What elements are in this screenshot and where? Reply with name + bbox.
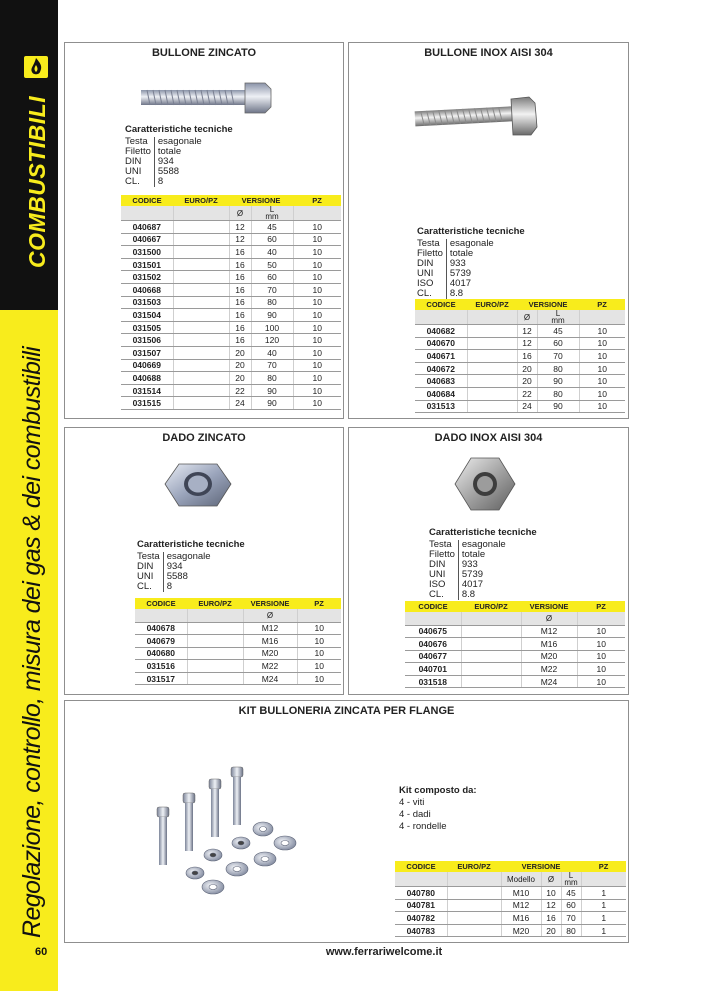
table-row: 040679 M16 10: [135, 635, 341, 648]
bolt-inox-image: [411, 95, 543, 139]
table-row: 031514 22 90 10: [121, 384, 341, 397]
col-codice: CODICE: [415, 299, 467, 310]
spec-key: CL.: [125, 176, 140, 187]
spec-value: 933: [446, 259, 496, 269]
kit-composition: [399, 785, 477, 833]
spec-key: Testa: [429, 539, 452, 550]
table-row: 031506 16 120 10: [121, 334, 341, 347]
col-diameter: Ø: [541, 872, 561, 887]
col-pz: PZ: [581, 861, 626, 872]
table-row: 040684 22 80 10: [415, 387, 625, 400]
specs-bullone-inox: [417, 227, 525, 299]
table-row: 031515 24 90 10: [121, 397, 341, 410]
col-versione: VERSIONE: [517, 299, 579, 310]
spec-key: DIN: [125, 156, 142, 167]
panel-kit-flange: [64, 700, 629, 943]
spec-value: 8: [154, 177, 204, 187]
spec-key: UNI: [137, 571, 154, 582]
table-row: 040668 16 70 10: [121, 283, 341, 296]
table-row: 040688 20 80 10: [121, 372, 341, 385]
panel-bullone-zincato: [64, 42, 344, 419]
table-row: 031505 16 100 10: [121, 321, 341, 334]
spec-value: 4017: [458, 580, 508, 590]
spec-value: 4017: [446, 279, 496, 289]
spec-key: DIN: [417, 258, 434, 269]
table-row: 040669 20 70 10: [121, 359, 341, 372]
spec-value: 5588: [154, 167, 204, 177]
col-codice: CODICE: [395, 861, 447, 872]
col-euro: EURO/PZ: [187, 598, 243, 609]
col-diameter: Ø: [521, 612, 577, 625]
kit-item: 4 - viti: [399, 797, 425, 808]
kit-item: 4 - dadi: [399, 809, 431, 820]
table-row: 040678 M12 10: [135, 622, 341, 635]
specs-bullone-zincato: [125, 125, 233, 187]
spec-key: DIN: [429, 559, 446, 570]
col-versione: VERSIONE: [521, 601, 577, 612]
col-pz: PZ: [293, 195, 341, 206]
spec-value: 8.8: [458, 590, 508, 600]
spec-key: CL.: [417, 288, 432, 299]
bolt-zinc-image: [141, 77, 273, 117]
spec-value: esagonale: [446, 239, 496, 249]
table-row: 031507 20 40 10: [121, 346, 341, 359]
table-row: 031518 M24 10: [405, 675, 625, 688]
spec-value: 5588: [163, 572, 213, 582]
spec-value: 934: [163, 562, 213, 572]
nut-zinc-image: [163, 460, 233, 510]
col-length: L mm: [561, 872, 581, 887]
table-row: 040667 12 60 10: [121, 233, 341, 246]
col-versione: VERSIONE: [501, 861, 581, 872]
panel-title: DADO INOX AISI 304: [434, 432, 543, 444]
spec-key: Filetto: [125, 146, 151, 157]
spec-value: 8.8: [446, 289, 496, 299]
col-pz: PZ: [579, 299, 625, 310]
col-versione: VERSIONE: [229, 195, 293, 206]
table-row: 040670 12 60 10: [415, 337, 625, 350]
specs-dado-inox: [429, 528, 537, 600]
spec-key: Filetto: [429, 549, 455, 560]
page-number: 60: [35, 946, 48, 958]
spec-value: 8: [163, 582, 213, 592]
col-length: L mm: [537, 310, 579, 325]
table-row: 031502 16 60 10: [121, 271, 341, 284]
col-euro: EURO/PZ: [467, 299, 517, 310]
spec-key: Testa: [417, 238, 440, 249]
col-versione: VERSIONE: [243, 598, 297, 609]
table-row: 040782 M16 16 70 1: [395, 912, 626, 925]
spec-value: totale: [458, 550, 508, 560]
spec-value: 5739: [458, 570, 508, 580]
table-row: 040683 20 90 10: [415, 375, 625, 388]
panel-dado-inox: [348, 427, 629, 695]
category-label: COMBUSTIBILI: [24, 95, 50, 268]
table-row: 040701 M22 10: [405, 663, 625, 676]
spec-value: totale: [446, 249, 496, 259]
col-codice: CODICE: [121, 195, 173, 206]
nut-inox-image: [453, 456, 517, 512]
col-euro: EURO/PZ: [447, 861, 501, 872]
table-row: 040675 M12 10: [405, 625, 625, 638]
table-row: 040671 16 70 10: [415, 350, 625, 363]
table-row: 031516 M22 10: [135, 660, 341, 673]
table-row: 040680 M20 10: [135, 647, 341, 660]
spec-key: UNI: [417, 268, 434, 279]
table-bullone-zincato: [121, 195, 341, 410]
table-row: 031513 24 90 10: [415, 400, 625, 413]
col-diameter: Ø: [229, 206, 251, 221]
col-euro: EURO/PZ: [461, 601, 521, 612]
col-codice: CODICE: [135, 598, 187, 609]
kit-item: 4 - rondelle: [399, 821, 447, 832]
panel-title: BULLONE INOX AISI 304: [424, 47, 553, 59]
spec-key: Testa: [125, 136, 148, 147]
table-row: 040781 M12 12 60 1: [395, 899, 626, 912]
table-row: 040677 M20 10: [405, 650, 625, 663]
spec-key: CL.: [429, 589, 444, 600]
spec-value: 934: [154, 157, 204, 167]
spec-value: esagonale: [458, 540, 508, 550]
spec-value: totale: [154, 147, 204, 157]
spec-value: esagonale: [154, 137, 204, 147]
table-row: 040780 M10 10 45 1: [395, 887, 626, 900]
col-codice: CODICE: [405, 601, 461, 612]
panel-title: BULLONE ZINCATO: [151, 47, 257, 59]
col-modello: Modello: [501, 872, 541, 887]
table-dado-zincato: [135, 598, 341, 685]
table-row: 040682 12 45 10: [415, 325, 625, 338]
specs-dado-zincato: [137, 540, 245, 592]
spec-key: DIN: [137, 561, 154, 572]
spec-key: Testa: [137, 551, 160, 562]
col-length: L mm: [251, 206, 293, 221]
table-row: 040783 M20 20 80 1: [395, 924, 626, 937]
specs-heading: Caratteristiche tecniche: [125, 124, 233, 135]
footer-url[interactable]: www.ferrariwelcome.it: [325, 946, 443, 958]
col-pz: PZ: [577, 601, 625, 612]
table-dado-inox: [405, 601, 625, 688]
spec-value: 933: [458, 560, 508, 570]
col-pz: PZ: [297, 598, 341, 609]
table-row: 040687 12 45 10: [121, 221, 341, 234]
specs-heading: Caratteristiche tecniche: [429, 527, 537, 538]
bolt-kit-image: [151, 763, 317, 897]
table-row: 031504 16 90 10: [121, 309, 341, 322]
table-row: 040676 M16 10: [405, 638, 625, 651]
table-row: 031501 16 50 10: [121, 258, 341, 271]
panel-dado-zincato: [64, 427, 344, 695]
table-row: 040672 20 80 10: [415, 362, 625, 375]
table-row: 031500 16 40 10: [121, 246, 341, 259]
col-diameter: Ø: [517, 310, 537, 325]
spec-key: Filetto: [417, 248, 443, 259]
specs-heading: Caratteristiche tecniche: [137, 539, 245, 550]
specs-heading: Caratteristiche tecniche: [417, 226, 525, 237]
table-kit-flange: [395, 861, 626, 937]
section-subtitle: Regolazione, controllo, misura dei gas & dei combustibili: [18, 346, 46, 938]
panel-title: DADO ZINCATO: [162, 432, 246, 444]
table-row: 031503 16 80 10: [121, 296, 341, 309]
spec-key: ISO: [429, 579, 446, 590]
col-euro: EURO/PZ: [173, 195, 229, 206]
spec-key: UNI: [125, 166, 142, 177]
spec-key: ISO: [417, 278, 434, 289]
panel-bullone-inox: [348, 42, 629, 419]
spec-key: UNI: [429, 569, 446, 580]
flame-icon: [22, 52, 50, 80]
table-bullone-inox: [415, 299, 625, 413]
spec-value: 5739: [446, 269, 496, 279]
table-row: 031517 M24 10: [135, 672, 341, 685]
col-diameter: Ø: [243, 609, 297, 622]
spec-key: CL.: [137, 581, 152, 592]
panel-title: KIT BULLONERIA ZINCATA PER FLANGE: [238, 705, 455, 717]
kit-composition-title: Kit composto da:: [399, 785, 477, 796]
spec-value: esagonale: [163, 552, 213, 562]
